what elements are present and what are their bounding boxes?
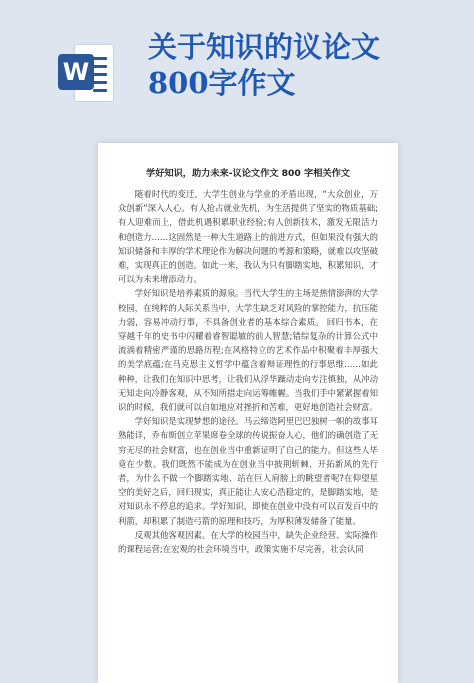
page-title-line2: 800字作文: [148, 66, 296, 100]
word-document-icon: [58, 40, 114, 104]
paragraph: 学好知识是实现梦想的途径。马云缔造阿里巴巴独树一帜的故事耳熟能详，乔布斯创立苹果席卷全球的传说振奋人心，他们的确创造了无穷无尽的社会财富，也在创业当中重新证明了自己的能力。但这些人毕竟在少数。我们既然不能成为在创业当中披荆斩棘、开拓新风的先行者，为什么不做一个脚踏实地、站在巨人肩膀上的眺望者呢?在仰望星空的美好之后，回归现实，真正能让人安心浩稳定的，是脚踏实地，是对知识永不停息的追求。学好知识，即使在创业中没有可以百发百中的利箭，却积累了制造弓箭的原理和技巧，为厚积薄发储备了能量。: [118, 416, 378, 526]
page-title-line1: 关于知识的议论文: [148, 30, 381, 64]
header-banner: [0, 0, 474, 128]
document-preview[interactable]: [98, 143, 398, 683]
document-body: [118, 187, 378, 556]
paragraph: 反观其他客观因素。在大学的校园当中，缺失企业经营、实际操作的课程运营;在宏观的社会环境当中，政策实施不尽完善，社会认同: [118, 529, 378, 555]
word-badge: W: [58, 54, 94, 90]
document-title: 学好知识，助力未来-议论文作文 800 字相关作文: [146, 168, 350, 179]
paragraph: 学好知识是培养素质的源泉。当代大学生的主场是热情澎湃的大学校园，在纯粹的人际关系当中，大学生缺乏对风险的掌控能力，抗压能力弱，容易冲动行事，不具备创业者的基本综合素质。 回归书本，在穿越千年的史书中闪耀着睿智聪敏的前人智慧;错综复杂的计算公式中流淌着精密严谨的思路历程;在风格特立的艺术作品中积聚着丰厚强大的美学底蕴;在马克思主义哲学中蕴含着辩证理性的行事思维……如此种种，让我们在知识中思考，让我们从浮华躁动走向专注慎独，从冲动无知走向冷静客观，从不知所措走向运筹帷幄。当我们手中紧紧握着知识的时候，我们就可以自如地应对挫折和苦难，更好地创造社会财富。: [118, 288, 378, 413]
paragraph: 随着时代的变迁，大学生创业与学业的矛盾出现，“大众创业，万众创新”深入人心。有人抢占就业先机，为生活提供了坚实的物质基础;有人迎难而上，借此机遇积累职业经验;有人创新技术，激发无限活力和创造力……这固然是一种大生道路上的前进方式，但如果没有强大的知识储备和丰厚的学术理论作为解决问题的考源和策略，就难以攻坚破难，实现真正的创造。如此一来，我认为只有脚踏实地，积累知识，才可以为未来增添动力。: [118, 189, 378, 285]
